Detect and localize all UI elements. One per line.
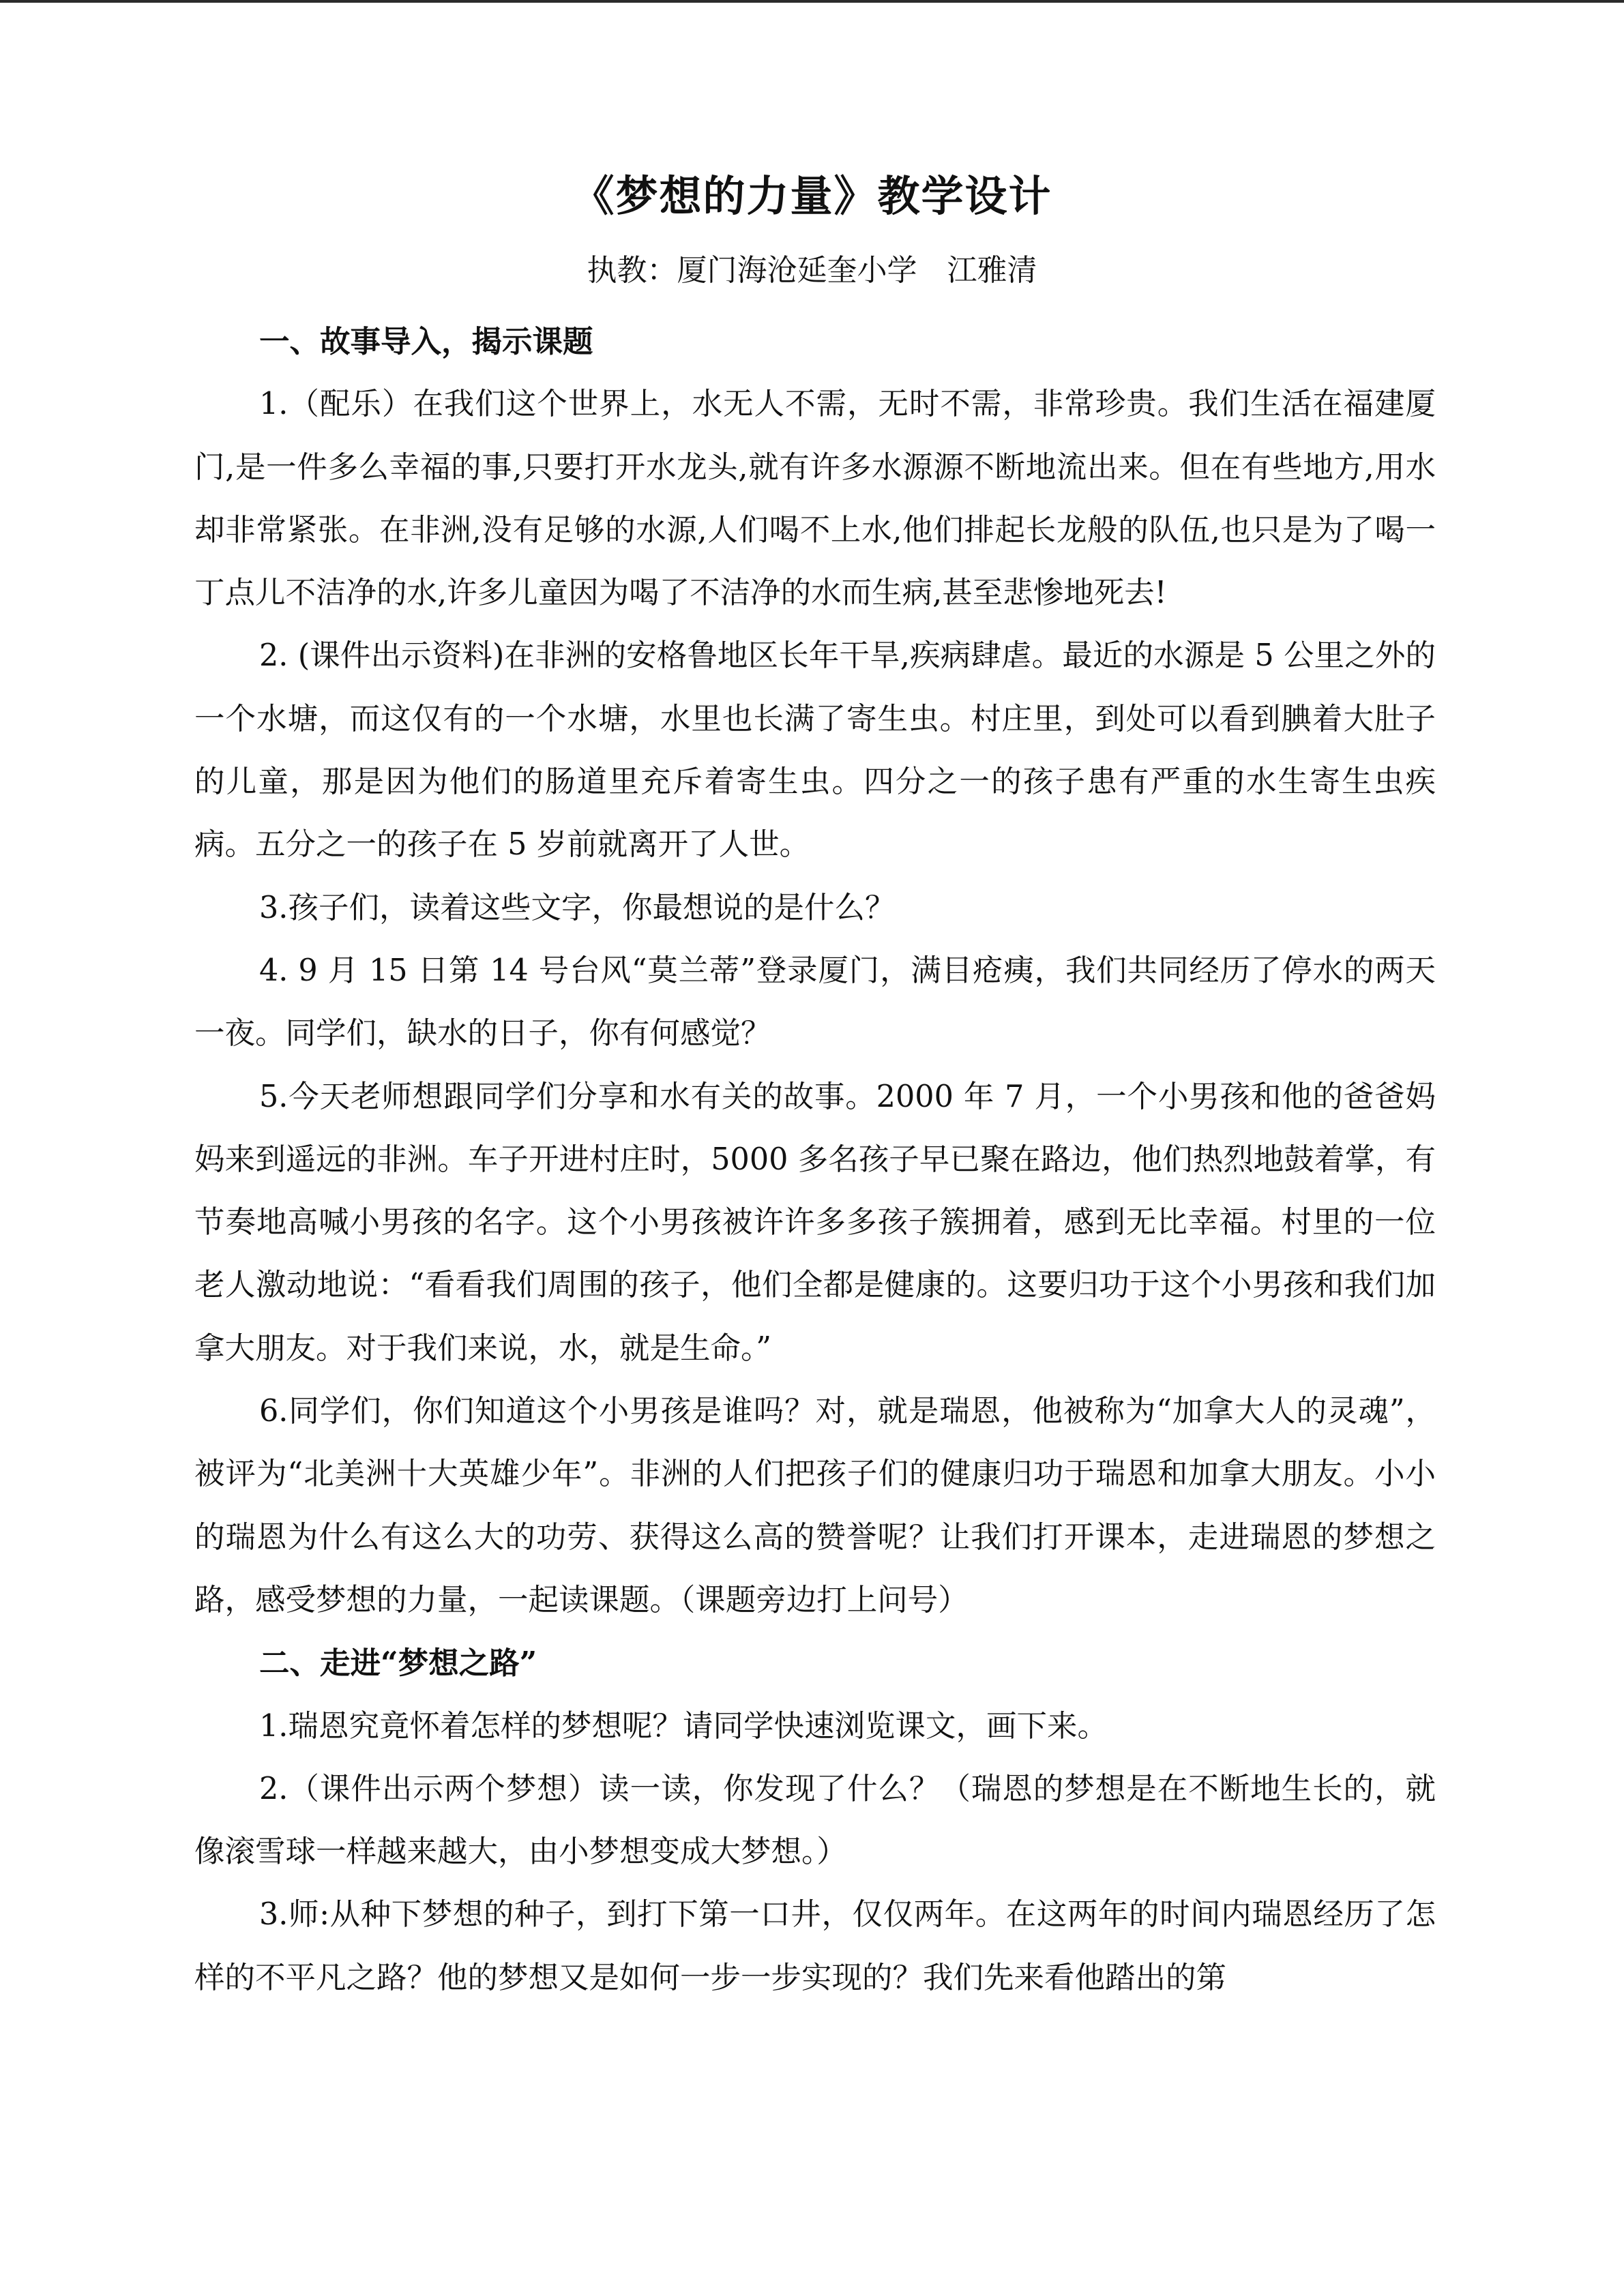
paragraph: 4. 9 月 15 日第 14 号台风“莫兰蒂”登录厦门，满目疮痍，我们共同经历了停水的两天一夜。同学们，缺水的日子，你有何感觉？ [194,953,1436,1052]
paragraph: 6.同学们，你们知道这个小男孩是谁吗？对，就是瑞恩，他被称为“加拿大人的灵魂”，被评为“北美洲十大英雄少年”。非洲的人们把孩子们的健康归功于瑞恩和加拿大朋友。小小的瑞恩为什么有这么大的功劳、获得这么高的赞誉呢？让我们打开课本，走进瑞恩的梦想之路，感受梦想的力量，一起读课题。（课题旁边打上问号） [194,1394,1436,1617]
paragraph: 1.瑞恩究竟怀着怎样的梦想呢？请同学快速浏览课文，画下来。 [259,1708,1108,1744]
section-heading-1: 一、故事导入，揭示课题 [259,324,593,359]
paragraph: 5.今天老师想跟同学们分享和水有关的故事。2000 年 7 月，一个小男孩和他的爸爸妈妈来到遥远的非洲。车子开进村庄时，5000 多名孩子早已聚在路边，他们热烈地鼓着掌，有节奏地高喊小男孩的名字。这个小男孩被许许多多孩子簇拥着，感到无比幸福。村里的一位老人激动地说：“看看我们周围的孩子，他们全都是健康的。这要归功于这个小男孩和我们加拿大朋友。对于我们来说，水，就是生命。” [194,1079,1436,1366]
paragraph: 3.孩子们，读着这些文字，你最想说的是什么？ [259,890,896,925]
author-line: 执教：厦门海沧延奎小学 江雅清 [587,253,1037,288]
paragraph: 1.（配乐）在我们这个世界上，水无人不需，无时不需，非常珍贵。我们生活在福建厦门,是一件多么幸福的事,只要打开水龙头,就有许多水源源不断地流出来。但在有些地方,用水却非常紧张。在非洲,没有足够的水源,人们喝不上水,他们排起长龙般的队伍,也只是为了喝一丁点儿不洁净的水,许多儿童因为喝了不洁净的水而生病,甚至悲惨地死去! [194,387,1436,611]
document-title: 《梦想的力量》教学设计 [572,171,1052,221]
paragraph: 2. (课件出示资料)在非洲的安格鲁地区长年干旱,疾病肆虐。最近的水源是 5 公里之外的一个水塘，而这仅有的一个水塘，水里也长满了寄生虫。村庄里，到处可以看到腆着大肚子的儿童，那是因为他们的肠道里充斥着寄生虫。四分之一的孩子患有严重的水生寄生虫疾病。五分之一的孩子在 5 岁前就离开了人世。 [194,638,1436,863]
paragraph: 3.师:从种下梦想的种子，到打下第一口井，仅仅两年。在这两年的时间内瑞恩经历了怎样的不平凡之路？他的梦想又是如何一步一步实现的？我们先来看他踏出的第 [194,1897,1436,1995]
document-body [194,310,1436,2010]
section-heading-2: 二、走进“梦想之路” [259,1645,537,1682]
paragraph: 2.（课件出示两个梦想）读一读，你发现了什么？（瑞恩的梦想是在不断地生长的，就像滚雪球一样越来越大，由小梦想变成大梦想。） [194,1771,1436,1870]
